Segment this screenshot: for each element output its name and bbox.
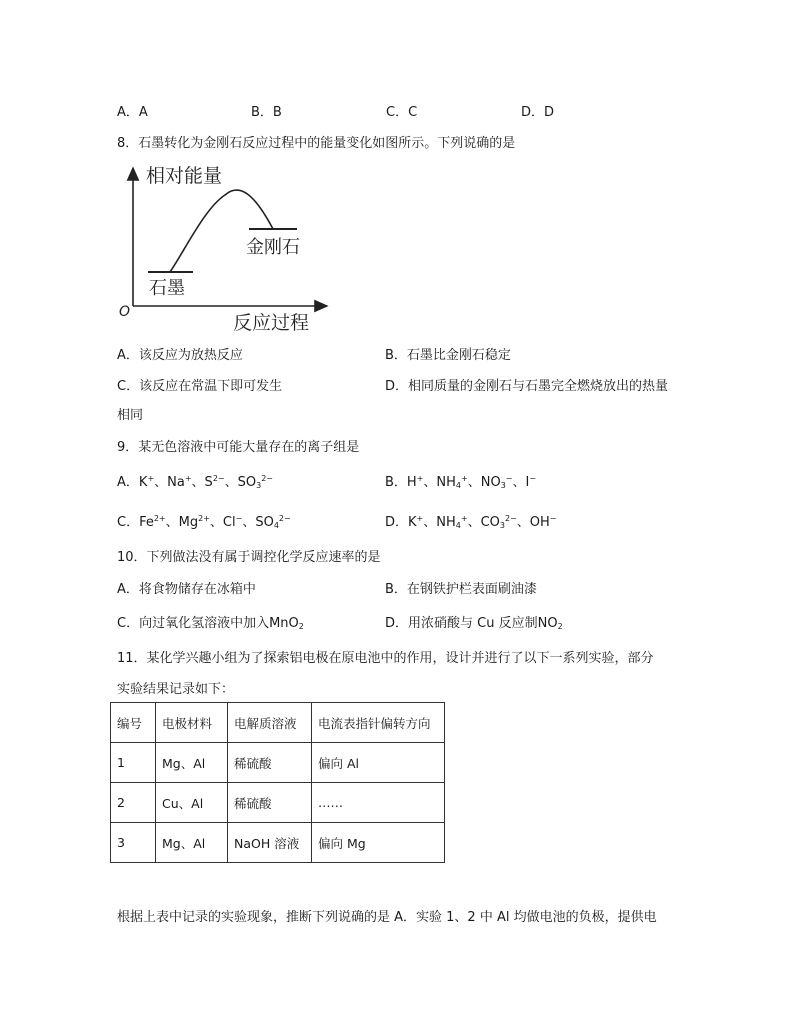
q7-option-b: B．B bbox=[251, 105, 282, 120]
q7-option-d: D．D bbox=[521, 105, 555, 120]
energy-curve bbox=[170, 190, 273, 272]
q8-option-c: C．该反应在常温下即可发生 bbox=[117, 379, 283, 394]
q10-option-a: A．将食物储存在冰箱中 bbox=[117, 582, 256, 597]
table-header-cell: 电解质溶液 bbox=[228, 703, 312, 743]
q8-stem: 8．石墨转化为金刚石反应过程中的能量变化如图所示。下列说确的是 bbox=[117, 136, 516, 151]
graphite-label: 石墨 bbox=[149, 278, 185, 299]
table-cell: …… bbox=[312, 783, 445, 823]
q9-option-b: B．H+、$NH_4^+$、$NO_3^-$、I− bbox=[385, 474, 537, 490]
experiment-table bbox=[110, 702, 445, 863]
table-cell: 偏向 Al bbox=[312, 743, 445, 783]
q11-conclusion: 根据上表中记录的实验现象，推断下列说确的是 A．实验 1、2 中 Al 均做电池的负极，提供电 bbox=[117, 910, 657, 925]
q9-option-a: A．K+、Na+、$S^{2-}$、$SO_3^{2-}$ bbox=[117, 474, 273, 490]
table-row bbox=[111, 743, 445, 783]
energy-diagram bbox=[115, 160, 335, 335]
x-axis-label: 反应过程 bbox=[233, 312, 310, 334]
q7-option-a: A．A bbox=[117, 105, 148, 120]
table-cell: NaOH 溶液 bbox=[228, 823, 312, 863]
table-cell: 稀硫酸 bbox=[228, 743, 312, 783]
table-cell: 1 bbox=[111, 743, 156, 783]
q10-option-d: D．用浓硝酸与 Cu 反应制$NO_2$ bbox=[385, 616, 563, 631]
q10-option-b: B．在钢铁护栏表面刷油漆 bbox=[385, 582, 537, 597]
table-cell: 偏向 Mg bbox=[312, 823, 445, 863]
table-cell: Mg、Al bbox=[156, 743, 228, 783]
q9-option-d: D．K+、$NH_4^+$、$CO_3^{2-}$、OH− bbox=[385, 514, 557, 530]
q11-stem-line1: 11．某化学兴趣小组为了探索铝电极在原电池中的作用，设计并进行了以下一系列实验，部分 bbox=[117, 651, 654, 666]
table-row bbox=[111, 823, 445, 863]
q8-option-b: B．石墨比金刚石稳定 bbox=[385, 348, 511, 363]
table-cell: 3 bbox=[111, 823, 156, 863]
table-header-row bbox=[111, 703, 445, 743]
table-header-cell: 电极材料 bbox=[156, 703, 228, 743]
q7-option-c: C．C bbox=[386, 105, 418, 120]
table-cell: Mg、Al bbox=[156, 823, 228, 863]
table-header-cell: 编号 bbox=[111, 703, 156, 743]
q11-stem-line2: 实验结果记录如下： bbox=[117, 682, 235, 697]
table-cell: 稀硫酸 bbox=[228, 783, 312, 823]
y-axis-label: 相对能量 bbox=[146, 165, 223, 187]
table-cell: 2 bbox=[111, 783, 156, 823]
table-row bbox=[111, 783, 445, 823]
q9-option-c: C．$Fe^{2+}$、$Mg^{2+}$、Cl−、$SO_4^{2-}$ bbox=[117, 514, 291, 530]
q8-option-a: A．该反应为放热反应 bbox=[117, 348, 243, 363]
q9-stem: 9．某无色溶液中可能大量存在的离子组是 bbox=[117, 440, 360, 455]
q10-stem: 10．下列做法没有属于调控化学反应速率的是 bbox=[117, 550, 381, 565]
origin-label: O bbox=[119, 304, 131, 320]
diamond-label: 金刚石 bbox=[246, 237, 300, 258]
table-cell: Cu、Al bbox=[156, 783, 228, 823]
table-header-cell: 电流表指针偏转方向 bbox=[312, 703, 445, 743]
q8-option-d-cont: 相同 bbox=[117, 408, 144, 423]
q10-option-c: C．向过氧化氢溶液中加入MnO$_2$ bbox=[117, 616, 304, 631]
q8-option-d: D．相同质量的金刚石与石墨完全燃烧放出的热量 bbox=[385, 379, 669, 394]
